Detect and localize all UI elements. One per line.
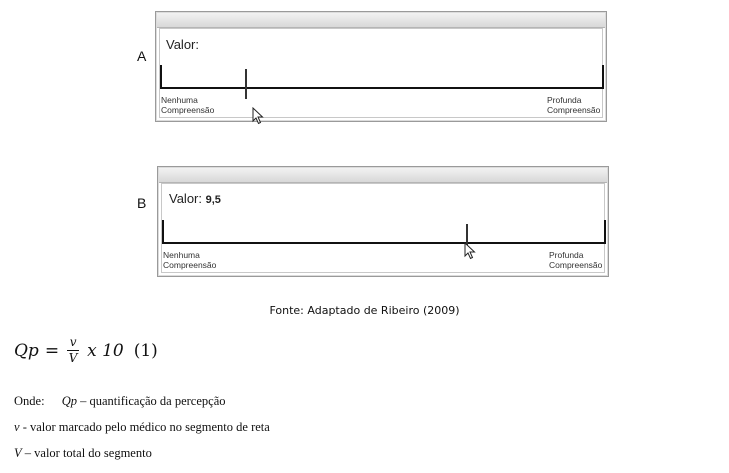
definition-text-qp: – quantificação da percepção (76, 394, 226, 408)
panel-a-window (155, 11, 607, 122)
formula-denominator: V (68, 351, 78, 365)
panel-a-scale-right-end (602, 65, 604, 89)
mouse-cursor-icon (464, 242, 476, 260)
formula-times: x 10 (87, 340, 124, 361)
formula-eq-number: (1) (133, 340, 158, 361)
panel-b-left-anchor: Nenhuma Compreensão (163, 250, 217, 270)
definition-text-v: - valor marcado pelo médico no segmento de reta (19, 420, 270, 434)
panel-b-scale-line[interactable] (162, 242, 604, 244)
definition-line-2 (14, 420, 270, 435)
figure-caption: Fonte: Adaptado de Ribeiro (2009) (269, 304, 460, 317)
definition-symbol-qp: Qp (61, 394, 77, 408)
panel-a-right-anchor: Profunda Compreensão (547, 95, 601, 115)
panel-b-right-anchor: Profunda Compreensão (549, 250, 603, 270)
formula-lhs: Qp (14, 340, 39, 361)
panel-a-scale-line[interactable] (160, 87, 602, 89)
definition-prefix: Onde: (14, 394, 45, 408)
definition-text-V: – valor total do segmento (21, 446, 152, 460)
panel-b-value: 9,5 (205, 194, 221, 206)
panel-a-marker[interactable] (245, 69, 247, 99)
panel-a-value-label-text: Valor: (166, 37, 199, 52)
panel-b-letter: B (137, 195, 147, 211)
formula-fraction (67, 336, 79, 365)
definition-line-1 (14, 394, 226, 409)
panel-a-value-label (166, 37, 199, 52)
panel-b-window (157, 166, 609, 277)
mouse-cursor-icon (252, 107, 264, 125)
panel-b-scale-left-end (162, 220, 164, 244)
panel-a-letter: A (137, 48, 147, 64)
panel-b-value-label-text: Valor: (169, 191, 202, 206)
formula-numerator: v (69, 335, 77, 349)
panel-b-titlebar (159, 168, 607, 183)
panel-a-titlebar (157, 13, 605, 28)
panel-b-value-label (169, 191, 221, 206)
panel-a-scale-left-end (160, 65, 162, 89)
panel-a-inner (159, 28, 603, 118)
definition-symbol-v: v (14, 420, 20, 434)
definition-symbol-V: V (14, 446, 22, 460)
formula-equals: = (44, 340, 60, 361)
panel-b-inner (161, 183, 605, 273)
definition-line-3 (14, 446, 152, 461)
panel-b-scale-right-end (604, 220, 606, 244)
formula (14, 336, 158, 365)
panel-a-left-anchor: Nenhuma Compreensão (161, 95, 215, 115)
